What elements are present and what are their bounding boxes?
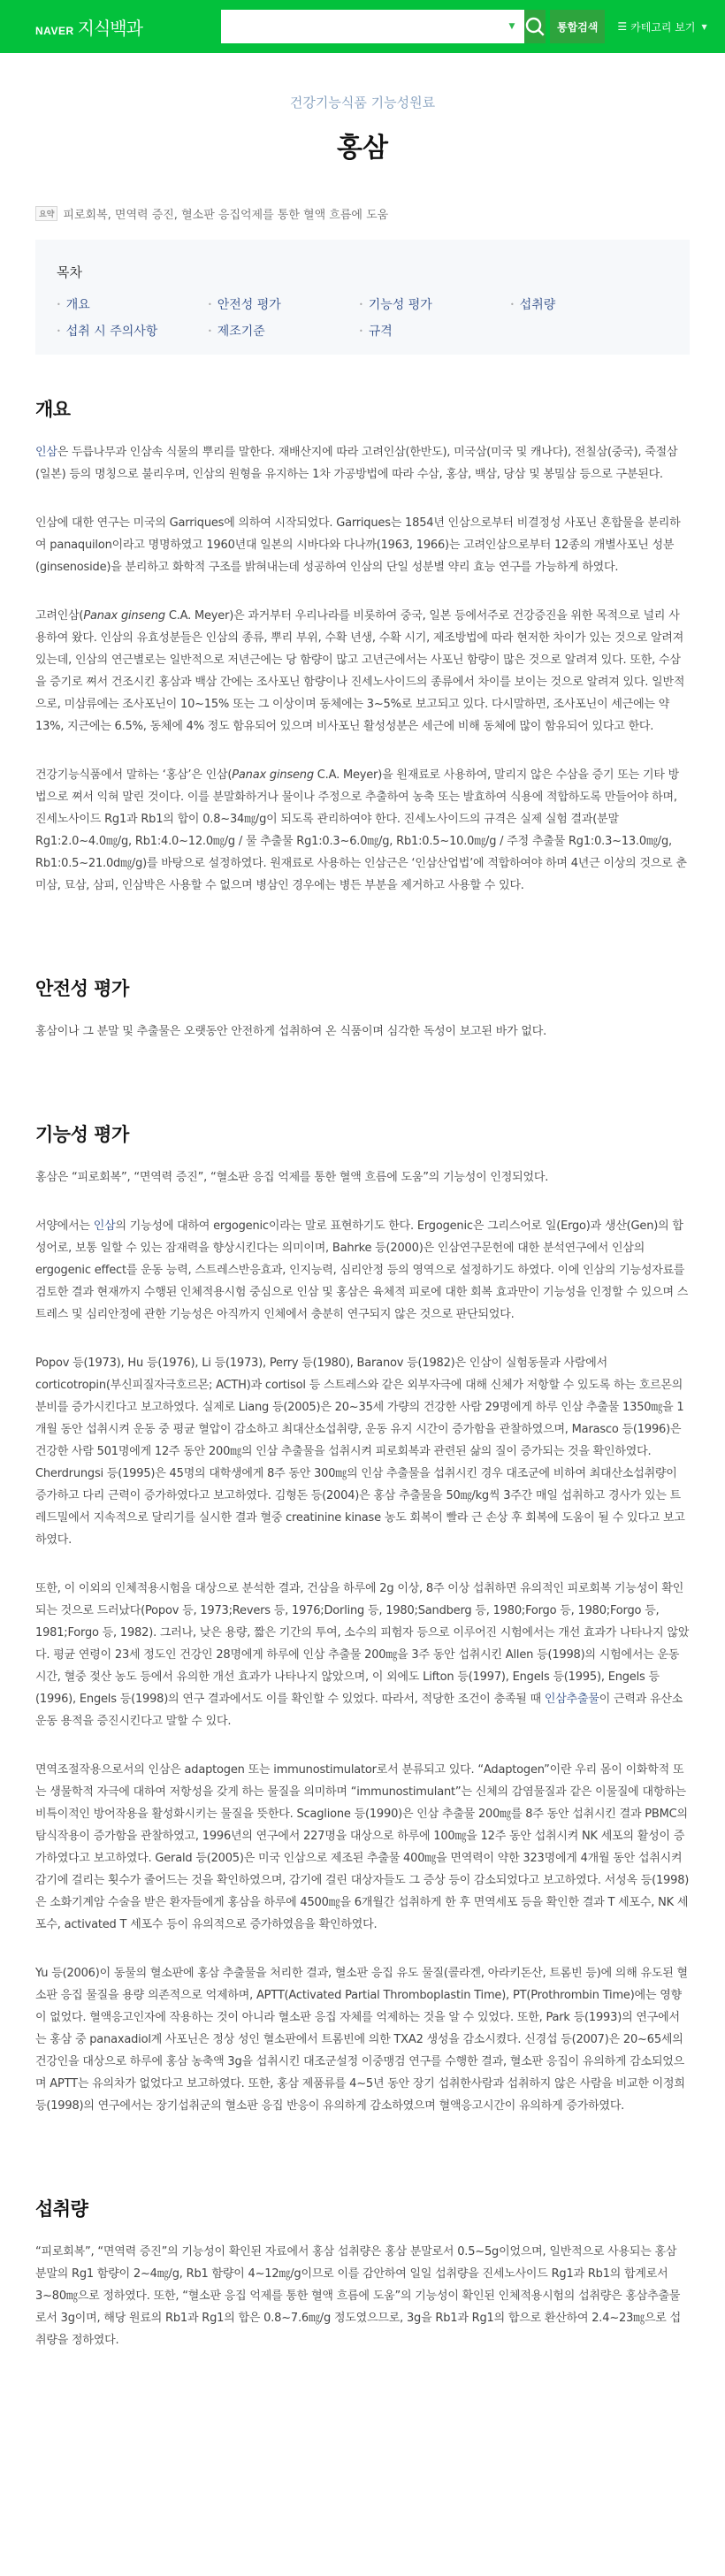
section-title-function: 기능성 평가 [35, 1124, 129, 1145]
bullet-icon: • [359, 326, 363, 335]
search-input[interactable] [221, 10, 503, 43]
search-icon [524, 16, 546, 37]
bullet-icon: • [208, 300, 212, 309]
toc-item-label: 기능성 평가 [368, 298, 432, 312]
toc-item-function[interactable] [359, 295, 510, 313]
toc-item-label: 안전성 평가 [217, 298, 281, 312]
top-header [0, 0, 725, 53]
toc-item-overview[interactable] [57, 295, 208, 313]
toc-item-label: 개요 [65, 298, 90, 312]
bullet-icon: • [57, 300, 61, 309]
integrated-search-button[interactable]: 통합검색 [550, 10, 605, 43]
toc-item-label: 제조기준 [217, 325, 265, 339]
toc-item-intake[interactable] [510, 295, 661, 313]
toc-item-label: 규격 [368, 325, 393, 339]
toc-item-manufacturing[interactable] [208, 322, 359, 340]
summary-badge: 요약 [35, 206, 57, 221]
category-breadcrumb[interactable]: 건강기능식품 기능성원료 [289, 95, 436, 111]
link-ginseng-extract[interactable]: 인삼추출물 [544, 1693, 599, 1706]
paragraph: 인삼에 대한 연구는 미국의 Garriques에 의하여 시작되었다. Garriques는 1854년 인삼으로부터 비결정성 사포닌 혼합물을 분리하여 panaquilon이라고 명명하였고 1960년대 일본의 시바다와 다나까(1963, 1966)는 고려인삼으로부터 12종의 개별사포닌 성분(ginsenoside)을 분리하고 화학적 구조를 밝혀내는데 성공하여 인삼의 단일 성분별 약리 효능 연구를 가능하게 하였다. [35, 516, 681, 574]
bullet-icon: • [359, 300, 363, 309]
chevron-down-icon: ▼ [701, 22, 707, 31]
logo-brand: NAVER [35, 24, 74, 37]
section-title-overview: 개요 [35, 399, 71, 420]
paragraph: Yu 등(2006)이 동물의 혈소판에 홍삼 추출물을 처리한 결과, 혈소판 응집 유도 물질(콜라겐, 아라키돈산, 트롬빈 등)에 의해 유도된 혈소판 응집 물질을 용량 의존적으로 억제하며, APTT(Activated Partial Thromboplastin Time), PT(Prothrombin Time)에는 영향이 없었다. 혈액응고인자에 작용하는 것이 아니라 혈소판 응집 자체를 억제하는 것을 알 수 있었다. 또한, Park 등(1993)의 연구에서는 홍삼 중 panaxadiol계 사포닌은 정상 성인 혈소판에서 트롬빈에 의한 TXA2 생성을 감소시켰다. 신경섭 등(2007)은 20~65세의 건강인을 대상으로 하루에 홍삼 농축액 3g을 섭취시킨 대조군설정 이중맹검 연구를 수행한 결과, 혈소판 응집이 유의하게 감소되었으며 APTT는 유의차가 없었다고 보고하였다. 또한, 홍삼 제품류를 4~5년 동안 장기 섭취한사람과 섭취하지 않은 사람을 비교한 이정희 등(1998)의 연구에서는 장기섭취군의 혈소판 응집 반응이 유의하게 감소하였으며 혈액응고시간이 유의하게 증가하였다. [35, 1967, 688, 2113]
paragraph: 홍삼은 “피로회복”, “면역력 증진”, “혈소판 응집 억제를 통한 혈액 흐름에 도움”의 기능성이 인정되었다. [35, 1171, 549, 1184]
summary-text: 피로회복, 면역력 증진, 혈소판 응집억제를 통한 혈액 흐름에 도움 [63, 209, 389, 222]
category-view-button[interactable] [617, 19, 706, 34]
summary [35, 205, 690, 222]
paragraph: 홍삼이나 그 분말 및 추출물은 오랫동안 안전하게 섭취하여 온 식품이며 심각한 독성이 보고된 바가 없다. [35, 1025, 547, 1038]
link-ginseng[interactable]: 인삼 [35, 446, 57, 459]
paragraph-text: 또한, 이 이외의 인체적용시험을 대상으로 분석한 결과, 건삼을 하루에 2g 이상, 8주 이상 섭취하면 유의적인 피로회복 기능성이 확인되는 것으로 드러났다(Popov 등, 1973;Revers 등, 1976;Dorling 등, 1980;Sandberg 등, 1980;Forgo 등, 1980;Forgo 등, 1981;Forgo 등, 1982). 그러나, 낮은 용량, 짧은 기간의 투여, 소수의 피험자 등으로 이루어진 시험에서는 개선 효과가 나타나지 않았다. 평균 연령이 23세 정도인 건강인 28명에게 하루에 인삼 추출물 200㎎을 3주 동안 섭취시킨 Allen 등(1998)의 시험에서는 운동 시간, 혈중 젖산 농도 등에서 유의한 개선 효과가 나타나지 않았으며, 이 외에도 Lifton 등(1997), Engels 등(1995), Engels 등(1996), Engels 등(1998)의 연구 결과에서도 이를 확인할 수 있었다. 따라서, 적당한 조건이 충족될 때 [35, 1582, 690, 1706]
paragraph: “피로회복”, “면역력 증진”의 기능성이 확인된 자료에서 홍삼 섭취량은 홍삼 분말로서 0.5~5g이었으며, 일반적으로 사용되는 홍삼 분말의 Rg1 함량이 2~4㎎/g, Rb1 함량이 4~12㎎/g이므로 이를 감안하여 일일 섭취량을 진세노사이드 Rg1과 Rb1의 합계로서 3~80㎎으로 정하였다. 또한, “혈소판 응집 억제를 통한 혈액 흐름에 도움”의 기능성이 확인된 인체적용시험의 섭취량은 홍삼추출물로서 3g이며, 해당 원료의 Rb1과 Rg1의 합은 0.8~7.6㎎/g 정도였으므로, 3g을 Rb1과 Rg1의 합으로 환산하여 2.4~23㎎으로 섭취량을 정하였다. [35, 2245, 681, 2347]
paragraph-text: 의 기능성에 대하여 ergogenic이라는 말로 표현하기도 한다. Ergogenic은 그리스어로 일(Ergo)과 생산(Gen)의 합성어로, 보통 일할 수 있는 잠재력을 향상시킨다는 의미이며, Bahrke 등(2000)은 인삼연구문헌에 대한 분석연구에서 인삼의 ergogenic effect를 운동 능력, 스트레스반응효과, 인지능력, 심리안정 등의 영역으로 설정하기도 하였다. 이에 인삼의 기능성자료를 검토한 결과 현재까지 수행된 인체적용시험 중심으로 인삼 및 홍삼은 육체적 피로에 대한 회복 효과만이 기능성을 인정할 수 있으며 스트레스 및 심리안정에 관한 기능성은 아직까지 인체에서 충분히 연구되지 않은 것으로 판단되었다. [35, 1219, 689, 1321]
bullet-icon: • [510, 300, 515, 309]
table-of-contents [35, 240, 690, 355]
paragraph [35, 441, 690, 485]
category-view-label: 카테고리 보기 [630, 20, 696, 34]
paragraph-text: 고려인삼( [35, 609, 84, 623]
paragraph-text: C.A. Meyer)은 과거부터 우리나라를 비롯하여 중국, 일본 등에서주로 건강증진을 위한 목적으로 널리 사용하여 왔다. 인삼의 유효성분들은 인삼의 종류, 뿌리 부위, 수확 년생, 수확 시기, 제조방법에 따라 현저한 차이가 있는 것으로 알려져 있는데, 인삼의 연근별로는 일반적으로 저년근에는 당 함량이 많고 고년근에서는 사포닌 함량이 많은 것으로 알려져 있다. 또한, 수삼을 증기로 쪄서 건조시킨 홍삼과 백삼 간에는 조사포닌 함량이나 진세노사이드의 종류에서 차이를 보이는 것으로 알려져 있다. 일반적으로, 미삼류에는 조사포닌이 10~15% 또는 그 이상이며 동체에는 3~5%로 보고되고 있다. 다시말하면, 조사포닌이 세근에는 약 13%, 지근에는 6.5%, 동체에 4% 정도 함유되어 있으며 비사포닌 활성성분은 세근에 비해 동체에 많이 함유되어 있다고 한다. [35, 609, 685, 733]
list-icon: ☰ [617, 20, 628, 33]
toc-item-safety[interactable] [208, 295, 359, 313]
article-body [0, 395, 725, 2351]
toc-item-specs[interactable] [359, 322, 510, 340]
bullet-icon: • [208, 326, 212, 335]
autocomplete-toggle-icon[interactable]: ▼ [508, 22, 515, 31]
paragraph [35, 1578, 690, 1732]
paragraph: 면역조절작용으로서의 인삼은 adaptogen 또는 immunostimulator로서 분류되고 있다. “Adaptogen”이란 우리 몸이 이화학적 또는 생물학적 자극에 대하여 저항성을 갖게 하는 물질을 의미하며 “immunostimulant”는 신체의 감염물질과 같은 이물질에 대항하는 비특이적인 방어작용을 활성화시키는 물질을 뜻한다. Scaglione 등(1990)은 인삼 추출물 200㎎를 8주 동안 섭취시킨 결과 PBMC의 탐식작용이 증가함을 관찰하였고, 1996년의 연구에서 227명을 대상으로 하루에 100㎎을 12주 동안 섭취시켜 NK 세포의 활성이 증가하였다고 보고하였다. Gerald 등(2005)은 미국 인삼으로 제조된 추출물 400㎎을 면역력이 약한 323명에게 4개월 동안 섭취시켜 감기에 걸리는 횟수가 줄어드는 것을 확인하였으며, 감기에 걸린 대상자들도 그 증상 등이 감소되었다고 보고하였다. 서성옥 등(1998)은 소화기계암 수술을 받은 환자들에게 홍삼을 하루에 4500㎎을 6개월간 섭취하게 한 후 면역세포 등을 확인한 결과 T 세포수, NK 세포수, activated T 세포수 등이 유의적으로 증가하였음을 확인하였다. [35, 1763, 690, 1931]
paragraph-text: 서양에서는 [35, 1219, 94, 1233]
naver-logo[interactable] [35, 14, 186, 40]
paragraph: Popov 등(1973), Hu 등(1976), Li 등(1973), Perry 등(1980), Baranov 등(1982)은 인삼이 실험동물과 사람에서 corticotropin(부신피질자극호르몬; ACTH)과 cortisol 등 스트레스와 같은 외부자극에 대해 신체가 저항할 수 있도록 하는 호르몬의 분비를 증가시킨다고 보고하였다. 실제로 Liang 등(2005)은 20~35세 가량의 건강한 사람 29명에게 하루 인삼 추출물 1350㎎을 1개월 동안 섭취시켜 운동 중 평균 혈압이 감소하고 최대산소섭취량, 운동 유지 시간이 증가함을 관찰하였으며, Marasco 등(1996)은 건강한 사람 501명에게 12주 동안 200㎎의 인삼 추출물을 섭취시켜 피로회복과 관련된 삶의 질이 증가되는 것을 확인하였다. Cherdrungsi 등(1995)은 45명의 대학생에게 8주 동안 300㎎의 인삼 추출물을 섭취시킨 경우 대조군에 비하여 최대산소섭취량이 증가하고 다리 근력이 증가하였다고 보고하였다. 김형돈 등(2004)은 홍삼 추출물을 50㎎/kg씩 3주간 매일 섭취하고 경사가 있는 트레드밀에서 지속적으로 달리기를 실시한 결과 혈중 creatinine kinase 농도 회복이 빨라 근 손상 후 회복에 도움이 될 수 있다고 보고하였다. [35, 1357, 685, 1547]
toc-item-label: 섭취량 [519, 298, 556, 312]
paragraph-text: C.A. Meyer)을 원재료로 사용하여, 말리지 않은 수삼을 증기 또는 기타 방법으로 쪄서 익혀 말린 것이다. 이를 분말화하거나 물이나 주정으로 추출하여 농축 또는 발효하여 식용에 적합하도록 만들어야 하며, 진세노사이드 Rg1과 Rb1의 합이 0.8~34㎎/g이 되도록 관리하여야 한다. 진세노사이드의 규격은 실제 실험 결과(분말 Rg1:2.0~4.0㎎/g, Rb1:4.0~12.0㎎/g / 물 추출물 Rg1:0.3~6.0㎎/g, Rb1:0.5~10.0㎎/g / 주정 추출물 Rg1:0.3~13.0㎎/g, Rb1:0.5~21.0d㎎/g)를 바탕으로 설정하였다. 원재료로 사용하는 인삼근은 ‘인삼산업법’에 적합하여야 하며 4년근 이상의 것으로 춘미삼, 묘삼, 삼피, 인삼박은 사용할 수 없으며 병삼인 경우에는 병든 부분을 제거하고 사용할 수 있다. [35, 768, 687, 892]
search-box [221, 10, 524, 43]
section-title-safety: 안전성 평가 [35, 978, 129, 999]
scientific-name: Panax ginseng [83, 609, 165, 623]
paragraph-text: 이 근력과 유산소 운동 용적을 증진시킨다고 말할 수 있다. [35, 1693, 683, 1728]
toc-title: 목차 [57, 264, 82, 280]
logo-title: 지식백과 [77, 17, 142, 39]
toc-item-label: 섭취 시 주의사항 [65, 325, 158, 339]
scientific-name: Panax ginseng [232, 768, 314, 782]
paragraph [35, 1215, 690, 1326]
link-ginseng[interactable]: 인삼 [93, 1219, 116, 1233]
paragraph-text: 건강기능식품에서 말하는 ‘홍삼’은 인삼( [35, 768, 233, 782]
bullet-icon: • [57, 326, 61, 335]
paragraph [35, 764, 690, 897]
page-title: 홍삼 [337, 133, 388, 164]
paragraph [35, 605, 690, 738]
search-button[interactable] [524, 10, 546, 43]
toc-item-precautions[interactable] [57, 322, 208, 340]
paragraph-text: 은 두릅나무과 인삼속 식물의 뿌리를 말한다. 재배산지에 따라 고려인삼(한반도), 미국삼(미국 및 캐나다), 전칠삼(중국), 죽절삼(일본) 등의 명칭으로 불리우며, 인삼의 원형을 유지하는 1차 가공방법에 따라 수삼, 홍삼, 백삼, 당삼 및 봉밀삼 등으로 구분된다. [35, 446, 678, 481]
section-title-intake: 섭취량 [35, 2198, 88, 2220]
